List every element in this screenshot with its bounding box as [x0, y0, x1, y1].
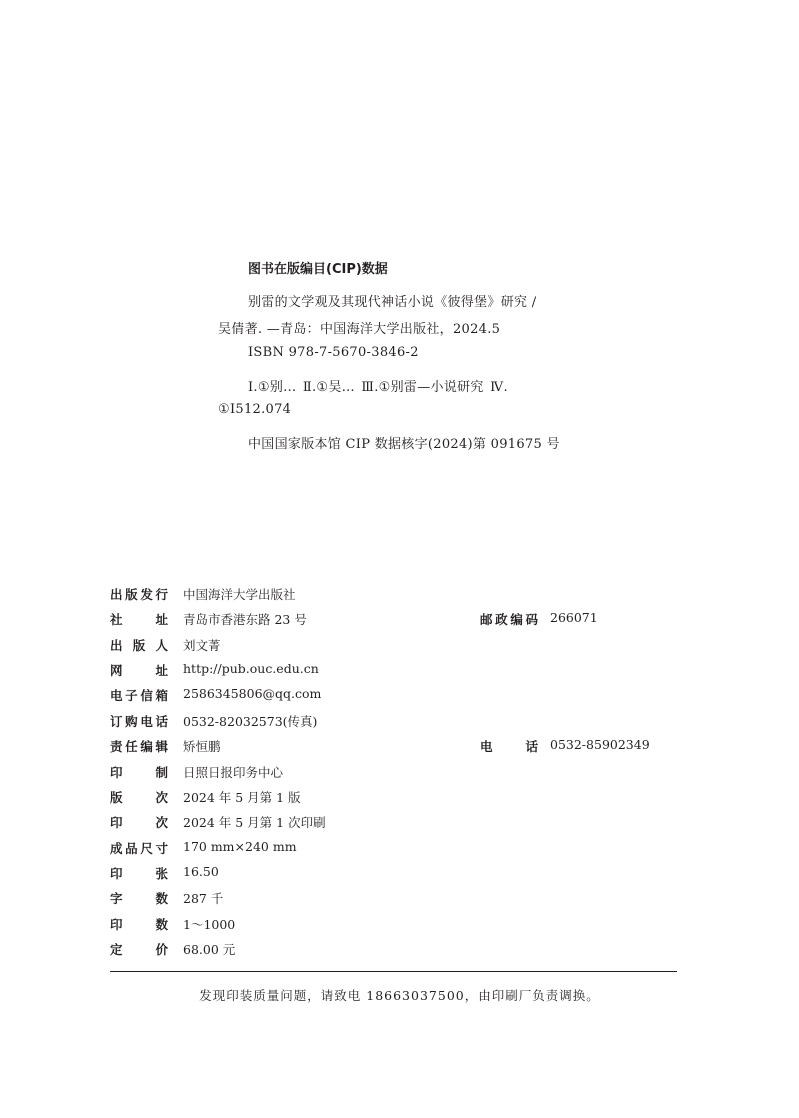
quality-notice: 发现印装质量问题，请致电 18663037500，由印刷厂负责调换。	[199, 988, 600, 1003]
value-phone: 0532-85902349	[550, 737, 650, 752]
label-email: 电 子 信 箱	[110, 688, 168, 703]
label-print-run: 印 数	[110, 917, 168, 932]
cip-classification-number: ①I512.074	[218, 402, 292, 417]
label-word-count: 字 数	[110, 891, 168, 906]
label-price: 定 价	[110, 942, 168, 957]
value-print-run: 1～1000	[183, 917, 236, 932]
value-word-count: 287 千	[183, 891, 224, 906]
value-printer: 日照日报印务中心	[183, 765, 284, 780]
value-editor: 矫恒鹏	[183, 739, 221, 754]
value-publisher: 中国海洋大学出版社	[183, 587, 296, 602]
label-printing: 印 次	[110, 815, 168, 830]
cip-classification-line: Ⅰ.①别… Ⅱ.①吴… Ⅲ.①别雷—小说研究 Ⅳ.	[248, 380, 508, 395]
label-editor: 责 任 编 辑	[110, 739, 168, 754]
footer-divider	[110, 971, 677, 972]
value-publisher-person: 刘文菁	[183, 638, 221, 653]
label-sheets: 印 张	[110, 866, 168, 881]
value-edition: 2024 年 5 月第 1 版	[183, 790, 301, 805]
value-price: 68.00 元	[183, 942, 236, 957]
value-order-phone: 0532-82032573(传真)	[183, 714, 318, 729]
label-order-phone: 订 购 电 话	[110, 714, 168, 729]
cip-record-number: 中国国家版本馆 CIP 数据核字(2024)第 091675 号	[248, 437, 560, 452]
value-postal-code: 266071	[550, 610, 598, 625]
value-address: 青岛市香港东路 23 号	[183, 612, 307, 627]
value-sheets: 16.50	[183, 864, 219, 879]
label-postal-code: 邮 政 编 码	[480, 612, 538, 627]
label-edition: 版 次	[110, 790, 168, 805]
label-address: 社 址	[110, 612, 168, 627]
label-publisher: 出 版 发 行	[110, 587, 168, 602]
label-trim-size: 成 品 尺 寸	[110, 841, 168, 856]
cip-isbn-line: ISBN 978-7-5670-3846-2	[248, 345, 419, 360]
value-trim-size: 170 mm×240 mm	[183, 839, 297, 854]
value-email: 2586345806@qq.com	[183, 686, 322, 701]
cip-author-publisher-line: 吴倩著. —青岛：中国海洋大学出版社，2024.5	[218, 322, 501, 337]
value-website: http://pub.ouc.edu.cn	[183, 661, 319, 676]
value-printing: 2024 年 5 月第 1 次印刷	[183, 815, 326, 830]
label-website: 网 址	[110, 663, 168, 678]
label-publisher-person: 出 版 人	[110, 638, 168, 653]
label-printer: 印 制	[110, 765, 168, 780]
cip-book-title-line: 别雷的文学观及其现代神话小说《彼得堡》研究 /	[248, 295, 537, 310]
cip-title: 图书在版编目(CIP)数据	[248, 262, 388, 277]
label-phone: 电 话	[480, 739, 538, 754]
